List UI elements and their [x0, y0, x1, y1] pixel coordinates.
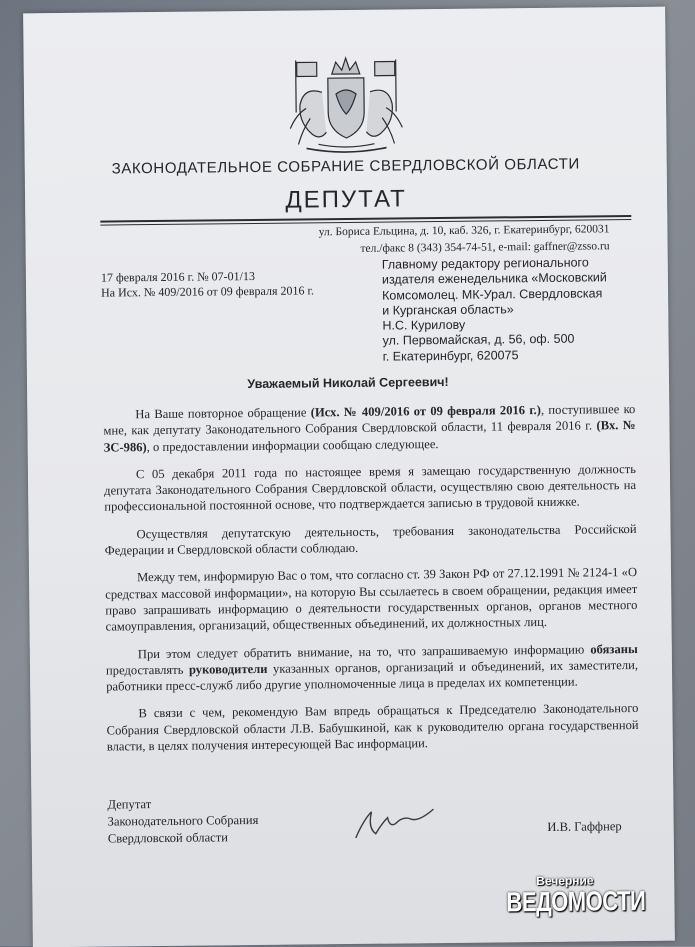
address-line: ул. Бориса Ельцина, д. 10, каб. 326, г. Екатеринбург, 620031: [318, 223, 610, 239]
recipient-line: Комсомолец. МК-Урал. Свердловская: [382, 285, 603, 303]
recipient-line: и Курганская область»: [382, 302, 514, 318]
sender-address: [319, 221, 610, 258]
reference-block: [101, 268, 314, 300]
paragraph-5: При этом следует обратить внимание, на то, что запрашиваемую информацию обязаны предоставлять руководители указанных органов, организаций и объединений, их заместители, работники пресс-служб либо другие уполномоченные лица в пределах их компетенции.: [105, 641, 639, 694]
recipient-line: Главному редактору регионального: [381, 255, 589, 272]
signatory-name: И.В. Гаффнер: [547, 819, 622, 834]
paragraph-3: Осуществляя депутатскую деятельность, требования законодательства Российской Федерации и Свердловской области соблюдаю.: [104, 521, 637, 558]
recipient-block: [382, 255, 633, 365]
paragraph-4: Между тем, информирую Вас о том, что согласно ст. 39 Закон РФ от 27.12.1991 № 2124-1 «О средствах массовой информации», на которую Вы ссылаетесь в своем обращении, редакция имеет право запрашивать информацию о деятельности государственных органов, органов местного самоуправления, организаций, общественных объединений, их должностных лиц.: [105, 565, 638, 634]
organization-name: ЗАКОНОДАТЕЛЬНОЕ СОБРАНИЕ СВЕРДЛОВСКОЙ ОБЛАСТИ: [111, 155, 580, 178]
salutation: Уважаемый Николай Сергеевич!: [247, 374, 449, 392]
handwritten-signature: [341, 793, 452, 844]
paragraph-2: С 05 декабря 2011 года по настоящее время я замещаю государственную должность депутата Законодательного Собрания Свердловской области, осуществляю свою деятельность на профессиональной постоянной основе, что подтверждается записью в трудовой книжке.: [104, 461, 637, 515]
letter-sheet: [23, 7, 675, 947]
vedomosti-watermark-logo: Вечерние ВЕДОМОСТИ: [506, 873, 646, 918]
signatory-position: Депутат Законодательного Собрания Свердловской области: [107, 797, 259, 846]
recipient-city: г. Екатеринбург, 620075: [382, 348, 519, 364]
paragraph-6: В связи с чем, рекомендую Вам впредь обращаться к Председателю Законодательного Собрания Свердловской области Л.В. Бабушкиной, как к руководителю органа государственной власти, в целях получения интересующей Вас информации.: [106, 701, 639, 754]
letterhead-title: ДЕПУТАТ: [285, 185, 407, 214]
recipient-name: Н.С. Курилову: [382, 317, 466, 333]
recipient-address: ул. Первомайская, д. 56, оф. 500: [382, 332, 575, 349]
recipient-line: издателя еженедельника «Московский: [381, 270, 607, 287]
coat-of-arms-icon: [266, 51, 427, 161]
contact-line: тел./факс 8 (343) 354-74-51, e-mail: gaffner@zsso.ru: [360, 240, 610, 255]
outgoing-reference: 17 февраля 2016 г. № 07-01/13: [100, 268, 256, 285]
paragraph-1: На Ваше повторное обращение (Исх. № 409/2016 от 09 февраля 2016 г.), поступившее ко мне, как депутату Законодательного Собрания Свердловской области, 11 февраля 2016 г. (Вх. № ЗС-986), о предоставлении информации сообщаю следующее.: [103, 401, 636, 455]
incoming-reference: На Исх. № 409/2016 от 09 февраля 2016 г.: [100, 283, 315, 300]
letter-body: [103, 401, 639, 766]
